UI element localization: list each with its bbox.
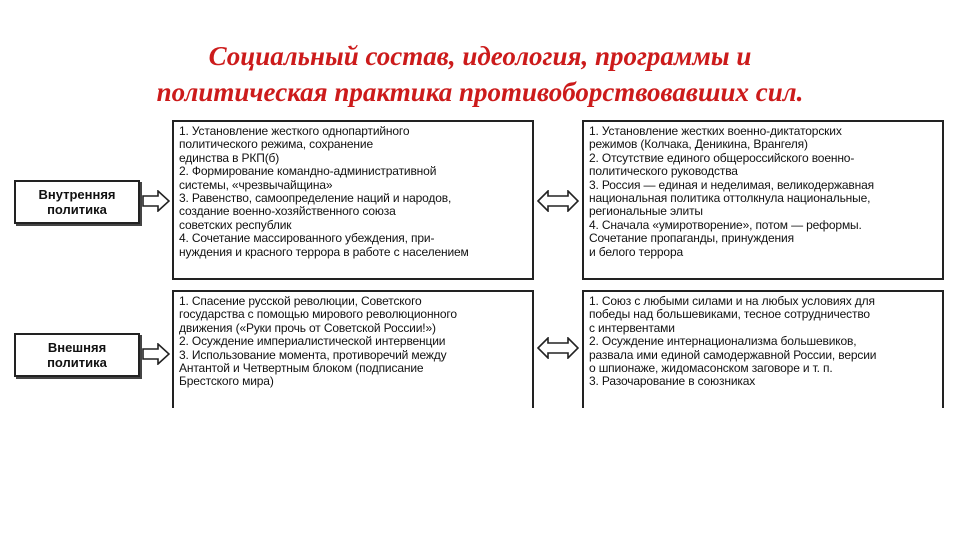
internal-whites-lines: [589, 125, 937, 259]
text-line: 2. Формирование командно-административной: [179, 164, 437, 179]
text-line: 3. Использование момента, противоречий между: [179, 347, 447, 362]
text-line: политического режима, сохранение: [179, 137, 373, 152]
internal-reds-box: [172, 120, 534, 280]
text-line: движения («Руки прочь от Советской России!»): [179, 320, 436, 335]
external-reds-box: [172, 290, 534, 408]
text-line: с интервентами: [589, 320, 675, 335]
text-line: победы над большевиками, тесное сотрудничество: [589, 307, 870, 322]
title-line-2: политическая практика противоборствовавших сил.: [156, 77, 804, 107]
text-line: государства с помощью мирового революционного: [179, 307, 457, 322]
text-line: Антантой и Четвертным блоком (подписание: [179, 361, 424, 376]
external-label-line-1: Внешняя: [47, 340, 107, 355]
external-policy-label: [14, 333, 140, 377]
text-line: развала ими единой самодержавной России, версии: [589, 347, 877, 362]
text-line: 4. Сначала «умиротворение», потом — реформы.: [589, 217, 862, 232]
text-line: Сочетание пропаганды, принуждения: [589, 231, 794, 246]
text-line: 1. Спасение русской революции, Советского: [179, 294, 422, 308]
text-line: 3. Равенство, самоопределение наций и народов,: [179, 191, 452, 206]
text-line: и белого террора: [589, 244, 683, 259]
external-whites-lines: [589, 295, 937, 389]
text-line: Брестского мира): [179, 374, 274, 389]
external-right-arrow-icon: [142, 343, 170, 365]
text-line: 4. Сочетание массированного убеждения, при-: [179, 231, 435, 246]
external-reds-lines: [179, 295, 527, 389]
text-line: нуждения и красного террора в работе с населением: [179, 244, 469, 259]
text-line: единства в РКП(б): [179, 150, 280, 165]
text-line: создание военно-хозяйственного союза: [179, 204, 396, 219]
internal-policy-label: [14, 180, 140, 224]
text-line: политического руководства: [589, 164, 738, 179]
internal-whites-box: [582, 120, 944, 280]
text-line: 3. Россия — единая и неделимая, великодержавная: [589, 177, 874, 192]
text-line: 1. Установление жесткого однопартийного: [179, 124, 410, 138]
external-whites-box: [582, 290, 944, 408]
external-double-arrow-icon: [537, 337, 579, 359]
internal-double-arrow-icon: [537, 190, 579, 212]
text-line: советских республик: [179, 217, 292, 232]
text-line: 1. Союз с любыми силами и на любых условиях для: [589, 294, 875, 308]
title-line-1: Социальный состав, идеология, программы и: [208, 41, 752, 71]
text-line: 3. Разочарование в союзниках: [589, 374, 756, 389]
slide-title: [0, 38, 960, 110]
text-line: о шпионаже, жидомасонском заговоре и т. п.: [589, 361, 833, 376]
text-line: системы, «чрезвычайщина»: [179, 177, 333, 192]
internal-label-line-1: Внутренняя: [38, 187, 116, 202]
internal-label-line-2: политика: [47, 202, 107, 217]
text-line: национальная политика оттолкнула национальные,: [589, 191, 871, 206]
internal-reds-lines: [179, 125, 527, 259]
text-line: 1. Установление жестких военно-диктаторских: [589, 124, 842, 138]
text-line: 2. Осуждение интернационализма большевиков,: [589, 334, 857, 349]
text-line: 2. Осуждение империалистической интервенции: [179, 334, 446, 349]
internal-right-arrow-icon: [142, 190, 170, 212]
text-line: региональные элиты: [589, 204, 703, 219]
external-label-line-2: политика: [47, 355, 107, 370]
text-line: режимов (Колчака, Деникина, Врангеля): [589, 137, 808, 152]
text-line: 2. Отсутствие единого общероссийского военно-: [589, 150, 855, 165]
